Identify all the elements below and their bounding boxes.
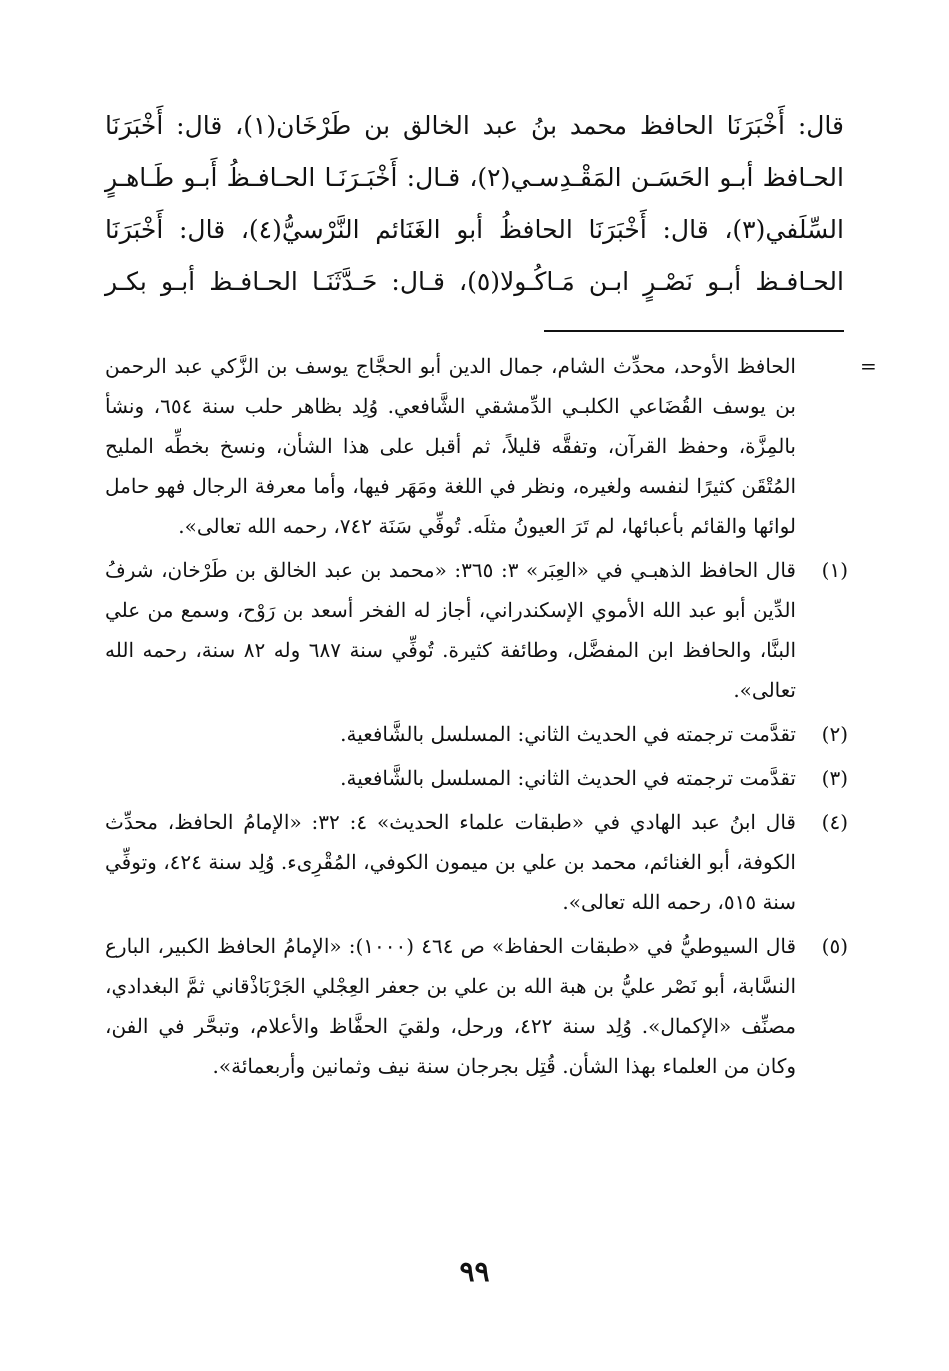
main-line: السِّلَفي(٣)، قال: أَخْبَرَنَا الحافظُ أبو الغَنَائم النَّرْسيُّ(٤)، قال: أَخْبَرَنَا — [105, 215, 844, 244]
footnote-text: قال ابنُ عبد الهادي في «طبقات علماء الحديث» ٤: ٣٢: «الإمامُ الحافظ، محدِّث الكوفة، أبو الغنائم، محمد بن علي بن ميمون الكوفي، المُقْرِىء. وُلِد سنة ٤٢٤، وتوفِّي سنة ٥١٥، رحمه الله تعالى». — [105, 810, 796, 914]
footnote-1 — [105, 550, 848, 710]
continuation-marker: = — [860, 354, 877, 378]
footnote-number: (٣) — [821, 766, 848, 790]
footnote-number: (٤) — [821, 810, 848, 834]
footnote-3 — [105, 758, 848, 798]
footnote-number: (١) — [821, 558, 848, 582]
footnote-text: الحافظ الأوحد، محدِّث الشام، جمال الدين أبو الحجَّاج يوسف بن الزَّكي عبد الرحمن بن يوسف القُضَاعي الكلبـي الدِّمشقي الشَّافعي. وُلِد بظاهر حلب سنة ٦٥٤، ونشأ بالمِزَّة، وحفظ القرآن، وتفقَّه قليلاً، ثم أقبل على هذا الشأن، ونسخ بخطِّه المليح المُتْقَن كثيرًا لنفسه ولغيره، ونظر في اللغة ومَهَر فيها، وأما معرفة الرجال فهو حامل لوائها والقائم بأعبائها، لم تَرَ العيونُ مثلَه. تُوفِّي سَنَة ٧٤٢، رحمه الله تعالى». — [105, 354, 796, 538]
footnote-text: تقدَّمت ترجمته في الحديث الثاني: المسلسل بالشَّافعية. — [340, 766, 796, 790]
footnote-separator — [544, 330, 844, 332]
main-line: قال: أَخْبَرَنَا الحافظ محمد بنُ عبد الخالق بن طَرْخَان(١)، قال: أَخْبَرَنَا — [105, 111, 844, 140]
footnote-text: قال السيوطيُّ في «طبقات الحفاظ» ص ٤٦٤ (١٠٠٠): «الإمامُ الحافظ الكبير، البارع النسَّابة، أبو نَصْر عليُّ بن هبة الله بن علي بن جعفر العِجْلي الجَرْبَاذْقاني ثمَّ البغدادي، مصنِّف «الإكمال». وُلِد سنة ٤٢٢، ورحل، ولقيَ الحفَّاظ والأعلام، وتبحَّر في الفن، وكان من العلماء بهذا الشأن. قُتِل بجرجان سنة نيف وثمانين وأربعمائة». — [105, 934, 797, 1078]
footnote-text: قال الحافظ الذهبـي في «العِبَر» ٣: ٣٦٥: «محمد بن عبد الخالق بن طَرْخان، شرفُ الدِّين أبو عبد الله الأموي الإسكندراني، أجاز له الفخر أسعد بن رَوْح، وسمع من علي البنَّا، والحافظ ابن المفضَّل، وطائفة كثيرة. تُوفِّي سنة ٦٨٧ وله ٨٢ سنة، رحمه الله تعالى». — [105, 558, 797, 702]
footnote-continuation — [105, 346, 877, 546]
footnotes — [105, 346, 877, 1086]
footnote-number: (٥) — [821, 934, 848, 958]
main-line: الحـافظ أبـو الحَسَـن المَقْـدِسـي(٢)، قـال: أَخْبَـرَنَـا الحـافـظُ أَبـو طَـاهـرٍ — [105, 163, 844, 192]
page-number: ٩٩ — [459, 1255, 490, 1288]
main-line: الحـافـظ أبـو نَصْـرٍ ابـن مَـاكُـولا(٥)، قـال: حَـدَّثَنَـا الحـافـظ أبـو بكـر — [105, 267, 844, 296]
footnote-text: تقدَّمت ترجمته في الحديث الثاني: المسلسل بالشَّافعية. — [340, 722, 796, 746]
footnote-number: (٢) — [821, 722, 848, 746]
footnote-4 — [105, 802, 848, 922]
footnote-2 — [105, 714, 848, 754]
main-text — [105, 100, 844, 308]
footnote-5 — [105, 926, 848, 1086]
